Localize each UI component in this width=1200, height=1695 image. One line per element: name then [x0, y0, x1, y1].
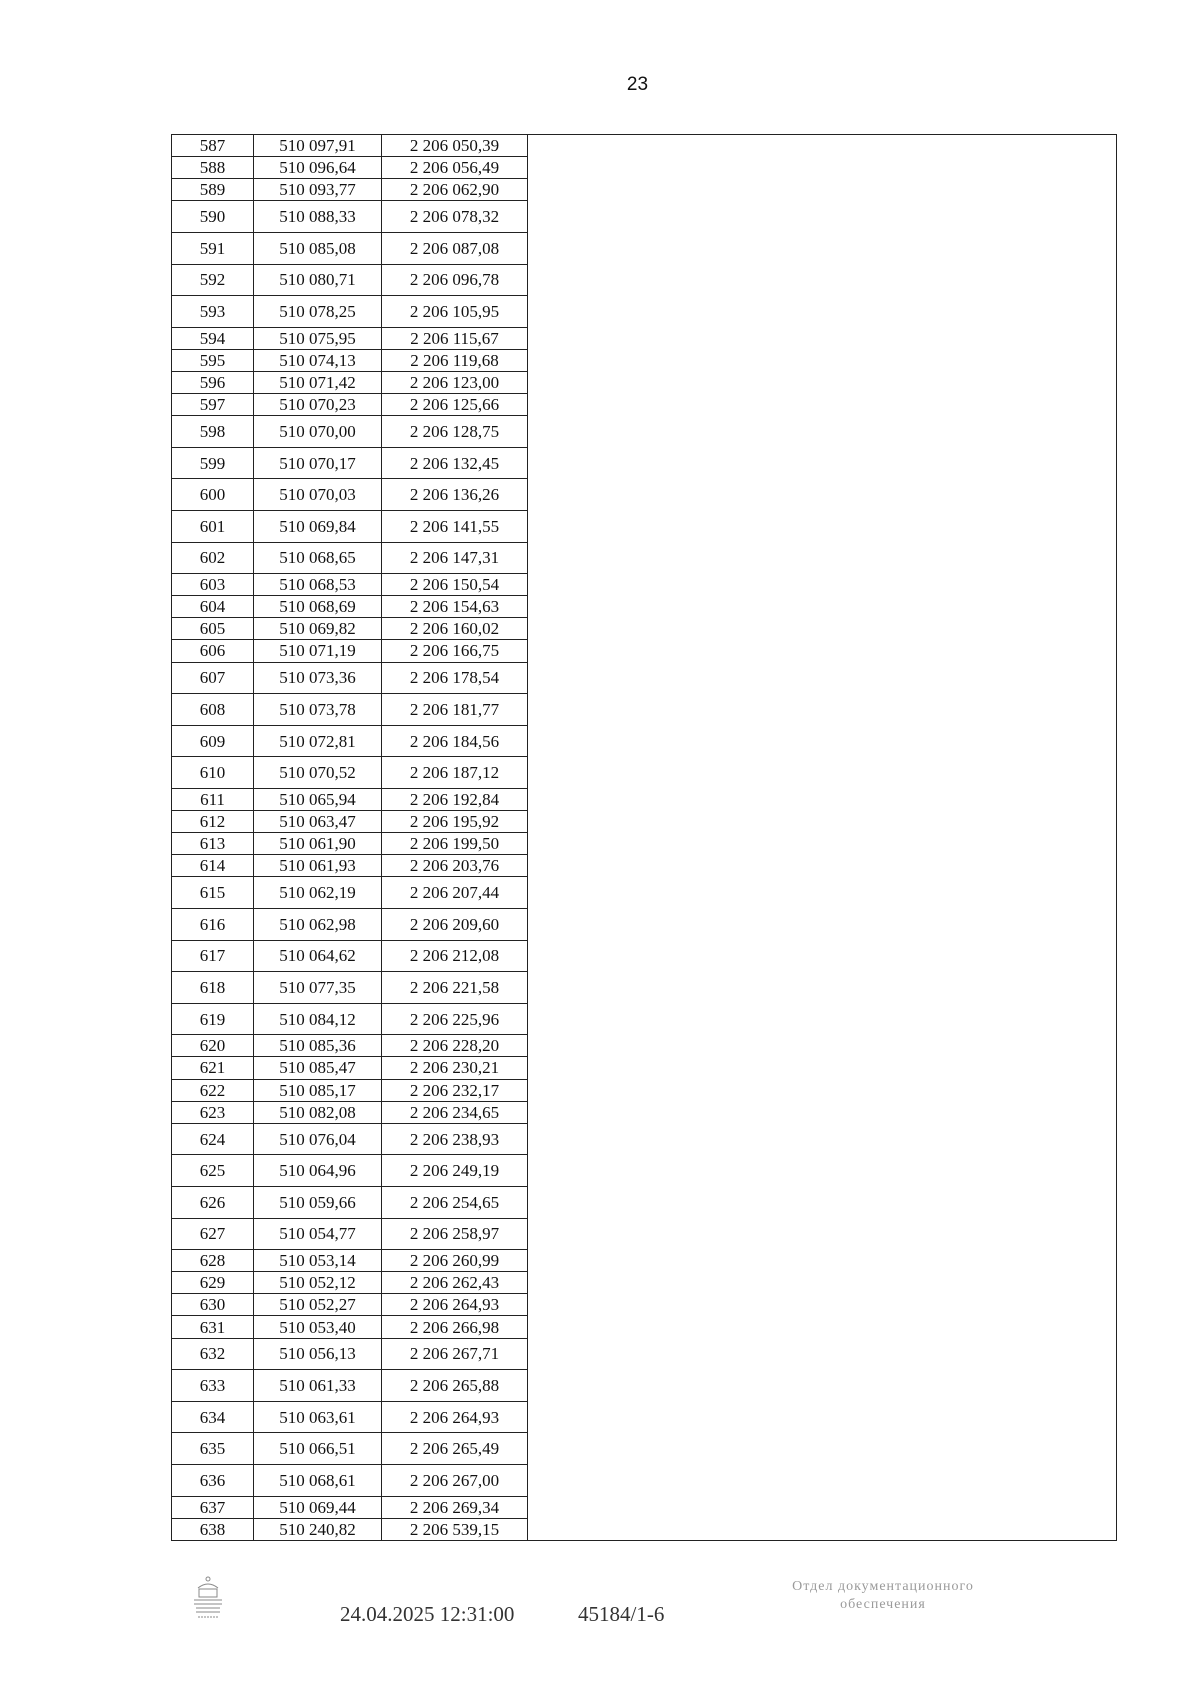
- y-coordinate-cell: 2 206 267,71: [382, 1338, 528, 1370]
- y-coordinate-cell: 2 206 265,49: [382, 1433, 528, 1465]
- y-coordinate-cell: 2 206 199,50: [382, 833, 528, 855]
- stamp-line-2: обеспечения: [840, 1597, 926, 1613]
- page-number: 23: [626, 74, 649, 95]
- x-coordinate-cell: 510 070,03: [254, 479, 382, 511]
- y-coordinate-cell: 2 206 166,75: [382, 640, 528, 662]
- table-row: [172, 1003, 528, 1035]
- registration-timestamp: 24.04.2025 12:31:00: [340, 1602, 515, 1626]
- table-row: [172, 232, 528, 264]
- y-coordinate-cell: 2 206 269,34: [382, 1496, 528, 1518]
- point-number-cell: 629: [172, 1272, 254, 1294]
- table-row: [172, 725, 528, 757]
- table-row: [172, 1401, 528, 1433]
- point-number-cell: 593: [172, 296, 254, 328]
- table-row: [172, 1186, 528, 1218]
- table-row: [172, 640, 528, 662]
- y-coordinate-cell: 2 206 232,17: [382, 1079, 528, 1101]
- y-coordinate-cell: 2 206 178,54: [382, 662, 528, 694]
- table-row: [172, 694, 528, 726]
- table-row: [172, 596, 528, 618]
- table-row: [172, 179, 528, 201]
- x-coordinate-cell: 510 085,36: [254, 1035, 382, 1057]
- x-coordinate-cell: 510 061,93: [254, 855, 382, 877]
- y-coordinate-cell: 2 206 150,54: [382, 574, 528, 596]
- y-coordinate-cell: 2 206 160,02: [382, 618, 528, 640]
- x-coordinate-cell: 510 070,23: [254, 394, 382, 416]
- y-coordinate-cell: 2 206 225,96: [382, 1003, 528, 1035]
- y-coordinate-cell: 2 206 539,15: [382, 1518, 528, 1540]
- point-number-cell: 636: [172, 1464, 254, 1496]
- y-coordinate-cell: 2 206 209,60: [382, 908, 528, 940]
- point-number-cell: 633: [172, 1370, 254, 1402]
- table-row: [172, 264, 528, 296]
- point-number-cell: 599: [172, 447, 254, 479]
- point-number-cell: 606: [172, 640, 254, 662]
- x-coordinate-cell: 510 073,78: [254, 694, 382, 726]
- point-number-cell: 635: [172, 1433, 254, 1465]
- x-coordinate-cell: 510 076,04: [254, 1123, 382, 1155]
- point-number-cell: 614: [172, 855, 254, 877]
- x-coordinate-cell: 510 088,33: [254, 201, 382, 233]
- x-coordinate-cell: 510 074,13: [254, 349, 382, 371]
- table-row: [172, 327, 528, 349]
- x-coordinate-cell: 510 070,00: [254, 416, 382, 448]
- point-number-cell: 587: [172, 135, 254, 157]
- point-number-cell: 589: [172, 179, 254, 201]
- x-coordinate-cell: 510 080,71: [254, 264, 382, 296]
- table-row: [172, 618, 528, 640]
- y-coordinate-cell: 2 206 147,31: [382, 542, 528, 574]
- point-number-cell: 604: [172, 596, 254, 618]
- x-coordinate-cell: 510 053,14: [254, 1250, 382, 1272]
- y-coordinate-cell: 2 206 212,08: [382, 940, 528, 972]
- point-number-cell: 594: [172, 327, 254, 349]
- y-coordinate-cell: 2 206 187,12: [382, 757, 528, 789]
- y-coordinate-cell: 2 206 078,32: [382, 201, 528, 233]
- point-number-cell: 597: [172, 394, 254, 416]
- y-coordinate-cell: 2 206 184,56: [382, 725, 528, 757]
- y-coordinate-cell: 2 206 119,68: [382, 349, 528, 371]
- point-number-cell: 628: [172, 1250, 254, 1272]
- table-row: [172, 1035, 528, 1057]
- x-coordinate-cell: 510 063,47: [254, 811, 382, 833]
- x-coordinate-cell: 510 082,08: [254, 1101, 382, 1123]
- point-number-cell: 621: [172, 1057, 254, 1079]
- x-coordinate-cell: 510 070,17: [254, 447, 382, 479]
- table-row: [172, 662, 528, 694]
- y-coordinate-cell: 2 206 203,76: [382, 855, 528, 877]
- table-row: [172, 1338, 528, 1370]
- document-number: 45184/1-6: [578, 1602, 665, 1626]
- point-number-cell: 612: [172, 811, 254, 833]
- x-coordinate-cell: 510 054,77: [254, 1218, 382, 1250]
- x-coordinate-cell: 510 068,69: [254, 596, 382, 618]
- x-coordinate-cell: 510 071,42: [254, 371, 382, 393]
- table-row: [172, 135, 528, 157]
- y-coordinate-cell: 2 206 234,65: [382, 1101, 528, 1123]
- x-coordinate-cell: 510 096,64: [254, 157, 382, 179]
- point-number-cell: 607: [172, 662, 254, 694]
- table-row: [172, 510, 528, 542]
- table-row: [172, 296, 528, 328]
- point-number-cell: 619: [172, 1003, 254, 1035]
- table-row: [172, 1272, 528, 1294]
- x-coordinate-cell: 510 077,35: [254, 972, 382, 1004]
- y-coordinate-cell: 2 206 266,98: [382, 1316, 528, 1338]
- point-number-cell: 637: [172, 1496, 254, 1518]
- table-row: [172, 1057, 528, 1079]
- y-coordinate-cell: 2 206 221,58: [382, 972, 528, 1004]
- table-row: [172, 542, 528, 574]
- x-coordinate-cell: 510 078,25: [254, 296, 382, 328]
- point-number-cell: 591: [172, 232, 254, 264]
- table-row: [172, 811, 528, 833]
- point-number-cell: 598: [172, 416, 254, 448]
- table-row: [172, 833, 528, 855]
- point-number-cell: 632: [172, 1338, 254, 1370]
- point-number-cell: 626: [172, 1186, 254, 1218]
- table-row: [172, 1294, 528, 1316]
- y-coordinate-cell: 2 206 254,65: [382, 1186, 528, 1218]
- point-number-cell: 631: [172, 1316, 254, 1338]
- table-row: [172, 371, 528, 393]
- x-coordinate-cell: 510 085,47: [254, 1057, 382, 1079]
- coordinates-table: [171, 134, 528, 1541]
- x-coordinate-cell: 510 056,13: [254, 1338, 382, 1370]
- table-row: [172, 574, 528, 596]
- x-coordinate-cell: 510 052,27: [254, 1294, 382, 1316]
- point-number-cell: 610: [172, 757, 254, 789]
- point-number-cell: 620: [172, 1035, 254, 1057]
- point-number-cell: 596: [172, 371, 254, 393]
- y-coordinate-cell: 2 206 264,93: [382, 1401, 528, 1433]
- x-coordinate-cell: 510 064,96: [254, 1155, 382, 1187]
- point-number-cell: 600: [172, 479, 254, 511]
- x-coordinate-cell: 510 097,91: [254, 135, 382, 157]
- table-row: [172, 972, 528, 1004]
- x-coordinate-cell: 510 069,82: [254, 618, 382, 640]
- table-row: [172, 1079, 528, 1101]
- table-row: [172, 877, 528, 909]
- x-coordinate-cell: 510 052,12: [254, 1272, 382, 1294]
- table-row: [172, 1101, 528, 1123]
- x-coordinate-cell: 510 084,12: [254, 1003, 382, 1035]
- x-coordinate-cell: 510 240,82: [254, 1518, 382, 1540]
- y-coordinate-cell: 2 206 181,77: [382, 694, 528, 726]
- point-number-cell: 601: [172, 510, 254, 542]
- y-coordinate-cell: 2 206 115,67: [382, 327, 528, 349]
- x-coordinate-cell: 510 061,90: [254, 833, 382, 855]
- point-number-cell: 605: [172, 618, 254, 640]
- point-number-cell: 590: [172, 201, 254, 233]
- x-coordinate-cell: 510 063,61: [254, 1401, 382, 1433]
- table-row: [172, 1464, 528, 1496]
- x-coordinate-cell: 510 093,77: [254, 179, 382, 201]
- x-coordinate-cell: 510 085,17: [254, 1079, 382, 1101]
- y-coordinate-cell: 2 206 141,55: [382, 510, 528, 542]
- point-number-cell: 623: [172, 1101, 254, 1123]
- table-row: [172, 1218, 528, 1250]
- coat-of-arms-icon: [188, 1574, 228, 1624]
- x-coordinate-cell: 510 069,44: [254, 1496, 382, 1518]
- y-coordinate-cell: 2 206 096,78: [382, 264, 528, 296]
- stamp-line-1: Отдел документационного: [792, 1579, 974, 1594]
- point-number-cell: 618: [172, 972, 254, 1004]
- point-number-cell: 595: [172, 349, 254, 371]
- y-coordinate-cell: 2 206 105,95: [382, 296, 528, 328]
- x-coordinate-cell: 510 053,40: [254, 1316, 382, 1338]
- y-coordinate-cell: 2 206 238,93: [382, 1123, 528, 1155]
- table-row: [172, 1433, 528, 1465]
- table-row: [172, 940, 528, 972]
- table-row: [172, 201, 528, 233]
- table-row: [172, 855, 528, 877]
- table-row: [172, 1250, 528, 1272]
- y-coordinate-cell: 2 206 258,97: [382, 1218, 528, 1250]
- y-coordinate-cell: 2 206 249,19: [382, 1155, 528, 1187]
- table-row: [172, 908, 528, 940]
- table-row: [172, 394, 528, 416]
- x-coordinate-cell: 510 075,95: [254, 327, 382, 349]
- x-coordinate-cell: 510 062,98: [254, 908, 382, 940]
- point-number-cell: 625: [172, 1155, 254, 1187]
- department-stamp: [728, 1578, 1038, 1614]
- table-row: [172, 757, 528, 789]
- point-number-cell: 615: [172, 877, 254, 909]
- point-number-cell: 617: [172, 940, 254, 972]
- y-coordinate-cell: 2 206 154,63: [382, 596, 528, 618]
- y-coordinate-cell: 2 206 123,00: [382, 371, 528, 393]
- x-coordinate-cell: 510 065,94: [254, 788, 382, 810]
- y-coordinate-cell: 2 206 050,39: [382, 135, 528, 157]
- point-number-cell: 611: [172, 788, 254, 810]
- x-coordinate-cell: 510 085,08: [254, 232, 382, 264]
- table-row: [172, 788, 528, 810]
- x-coordinate-cell: 510 073,36: [254, 662, 382, 694]
- x-coordinate-cell: 510 066,51: [254, 1433, 382, 1465]
- point-number-cell: 630: [172, 1294, 254, 1316]
- y-coordinate-cell: 2 206 195,92: [382, 811, 528, 833]
- x-coordinate-cell: 510 059,66: [254, 1186, 382, 1218]
- table-row: [172, 1155, 528, 1187]
- y-coordinate-cell: 2 206 262,43: [382, 1272, 528, 1294]
- point-number-cell: 616: [172, 908, 254, 940]
- x-coordinate-cell: 510 068,61: [254, 1464, 382, 1496]
- y-coordinate-cell: 2 206 132,45: [382, 447, 528, 479]
- y-coordinate-cell: 2 206 087,08: [382, 232, 528, 264]
- point-number-cell: 624: [172, 1123, 254, 1155]
- y-coordinate-cell: 2 206 136,26: [382, 479, 528, 511]
- point-number-cell: 602: [172, 542, 254, 574]
- y-coordinate-cell: 2 206 062,90: [382, 179, 528, 201]
- x-coordinate-cell: 510 071,19: [254, 640, 382, 662]
- x-coordinate-cell: 510 070,52: [254, 757, 382, 789]
- y-coordinate-cell: 2 206 125,66: [382, 394, 528, 416]
- table-row: [172, 1123, 528, 1155]
- y-coordinate-cell: 2 206 228,20: [382, 1035, 528, 1057]
- x-coordinate-cell: 510 069,84: [254, 510, 382, 542]
- y-coordinate-cell: 2 206 265,88: [382, 1370, 528, 1402]
- y-coordinate-cell: 2 206 264,93: [382, 1294, 528, 1316]
- y-coordinate-cell: 2 206 056,49: [382, 157, 528, 179]
- table-row: [172, 1518, 528, 1540]
- table-row: [172, 1496, 528, 1518]
- point-number-cell: 627: [172, 1218, 254, 1250]
- point-number-cell: 609: [172, 725, 254, 757]
- table-row: [172, 1316, 528, 1338]
- y-coordinate-cell: 2 206 260,99: [382, 1250, 528, 1272]
- y-coordinate-cell: 2 206 192,84: [382, 788, 528, 810]
- table-row: [172, 447, 528, 479]
- point-number-cell: 613: [172, 833, 254, 855]
- x-coordinate-cell: 510 068,53: [254, 574, 382, 596]
- table-row: [172, 479, 528, 511]
- y-coordinate-cell: 2 206 267,00: [382, 1464, 528, 1496]
- point-number-cell: 622: [172, 1079, 254, 1101]
- point-number-cell: 634: [172, 1401, 254, 1433]
- point-number-cell: 638: [172, 1518, 254, 1540]
- table-row: [172, 1370, 528, 1402]
- point-number-cell: 603: [172, 574, 254, 596]
- x-coordinate-cell: 510 061,33: [254, 1370, 382, 1402]
- table-row: [172, 416, 528, 448]
- x-coordinate-cell: 510 072,81: [254, 725, 382, 757]
- point-number-cell: 608: [172, 694, 254, 726]
- table-row: [172, 157, 528, 179]
- y-coordinate-cell: 2 206 128,75: [382, 416, 528, 448]
- y-coordinate-cell: 2 206 207,44: [382, 877, 528, 909]
- y-coordinate-cell: 2 206 230,21: [382, 1057, 528, 1079]
- table-row: [172, 349, 528, 371]
- x-coordinate-cell: 510 062,19: [254, 877, 382, 909]
- x-coordinate-cell: 510 068,65: [254, 542, 382, 574]
- point-number-cell: 588: [172, 157, 254, 179]
- point-number-cell: 592: [172, 264, 254, 296]
- x-coordinate-cell: 510 064,62: [254, 940, 382, 972]
